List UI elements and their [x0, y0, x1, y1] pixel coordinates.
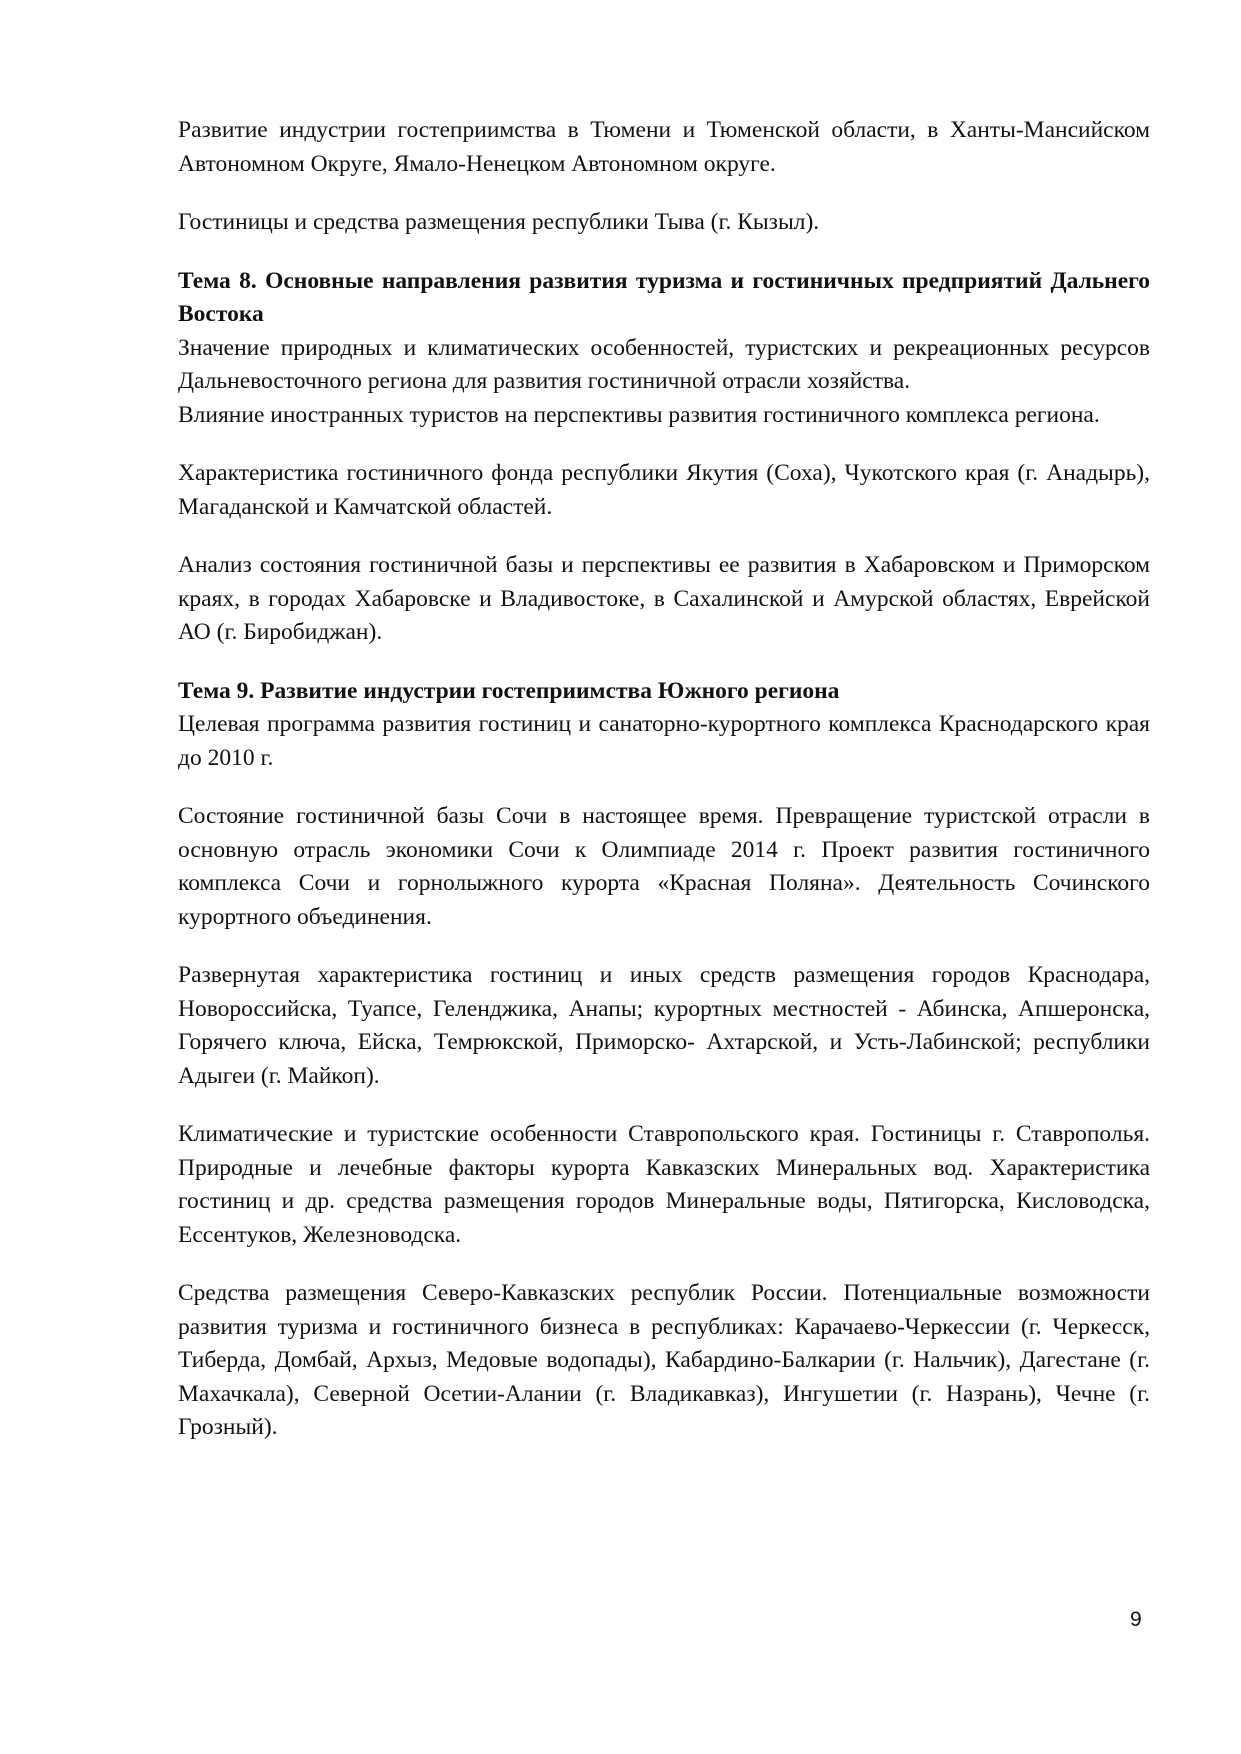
- paragraph-khabarovsk: Анализ состояния гостиничной базы и перспективы ее развития в Хабаровском и Приморском краях, в городах Хабаровске и Владивостоке, в Сахалинской и Амурской областях, Еврейской АО (г. Биробиджан).: [178, 552, 1150, 645]
- heading-topic-9: Тема 9. Развитие индустрии гостеприимства Южного региона: [178, 677, 840, 704]
- paragraph-far-east-resources: Значение природных и климатических особенностей, туристских и рекреационных ресурсов Дальневосточного региона для развития гостиничной отрасли хозяйства.: [178, 334, 1150, 394]
- document-page: [178, 114, 1150, 1445]
- paragraph-tyumen: Развитие индустрии гостеприимства в Тюмени и Тюменской области, в Ханты-Мансийском Автономном Округе, Ямало-Ненецком Автономном округе.: [178, 117, 1150, 177]
- paragraph-sochi: Состояние гостиничной базы Сочи в настоящее время. Превращение туристской отрасли в основную отрасль экономики Сочи к Олимпиаде 2014 г. Проект развития гостиничного комплекса Сочи и горнолыжного курорта «Красная Поляна». Деятельность Сочинского курортного объединения.: [178, 803, 1150, 930]
- paragraph-yakutia: Характеристика гостиничного фонда республики Якутия (Соха), Чукотского края (г. Анадырь), Магаданской и Камчатской областей.: [178, 460, 1150, 520]
- paragraph-north-caucasus: Средства размещения Северо-Кавказских республик России. Потенциальные возможности развития туризма и гостиничного бизнеса в республиках: Карачаево-Черкессии (г. Черкесск, Тиберда, Домбай, Архыз, Медовые водопады), Кабардино-Балкарии (г. Нальчик), Дагестане (г. Махачкала), Северной Осетии-Алании (г. Владикавказ), Ингушетии (г. Назрань), Чечне (г. Грозный).: [178, 1280, 1150, 1440]
- paragraph-foreign-tourists: Влияние иностранных туристов на перспективы развития гостиничного комплекса региона.: [178, 401, 1100, 428]
- heading-topic-8: Тема 8. Основные направления развития туризма и гостиничных предприятий Дальнего Востока: [178, 267, 1150, 327]
- paragraph-stavropol: Климатические и туристские особенности Ставропольского края. Гостиницы г. Ставрополья. Природные и лечебные факторы курорта Кавказских Минеральных вод. Характеристика гостиниц и др. средства размещения городов Минеральные воды, Пятигорска, Кисловодска, Ессентуков, Железноводска.: [178, 1121, 1150, 1248]
- paragraph-krasnodar-cities: Развернутая характеристика гостиниц и иных средств размещения городов Краснодара, Новороссийска, Туапсе, Геленджика, Анапы; курортных местностей - Абинска, Апшеронска, Горячего ключа, Ейска, Темрюкской, Приморско- Ахтарской, и Усть-Лабинской; республики Адыгеи (г. Майкоп).: [178, 962, 1150, 1089]
- paragraph-tyva: Гостиницы и средства размещения республики Тыва (г. Кызыл).: [178, 209, 820, 235]
- page-number: 9: [1130, 1608, 1142, 1631]
- paragraph-krasnodar-program: Целевая программа развития гостиниц и санаторно-курортного комплекса Краснодарского края до 2010 г.: [178, 711, 1150, 771]
